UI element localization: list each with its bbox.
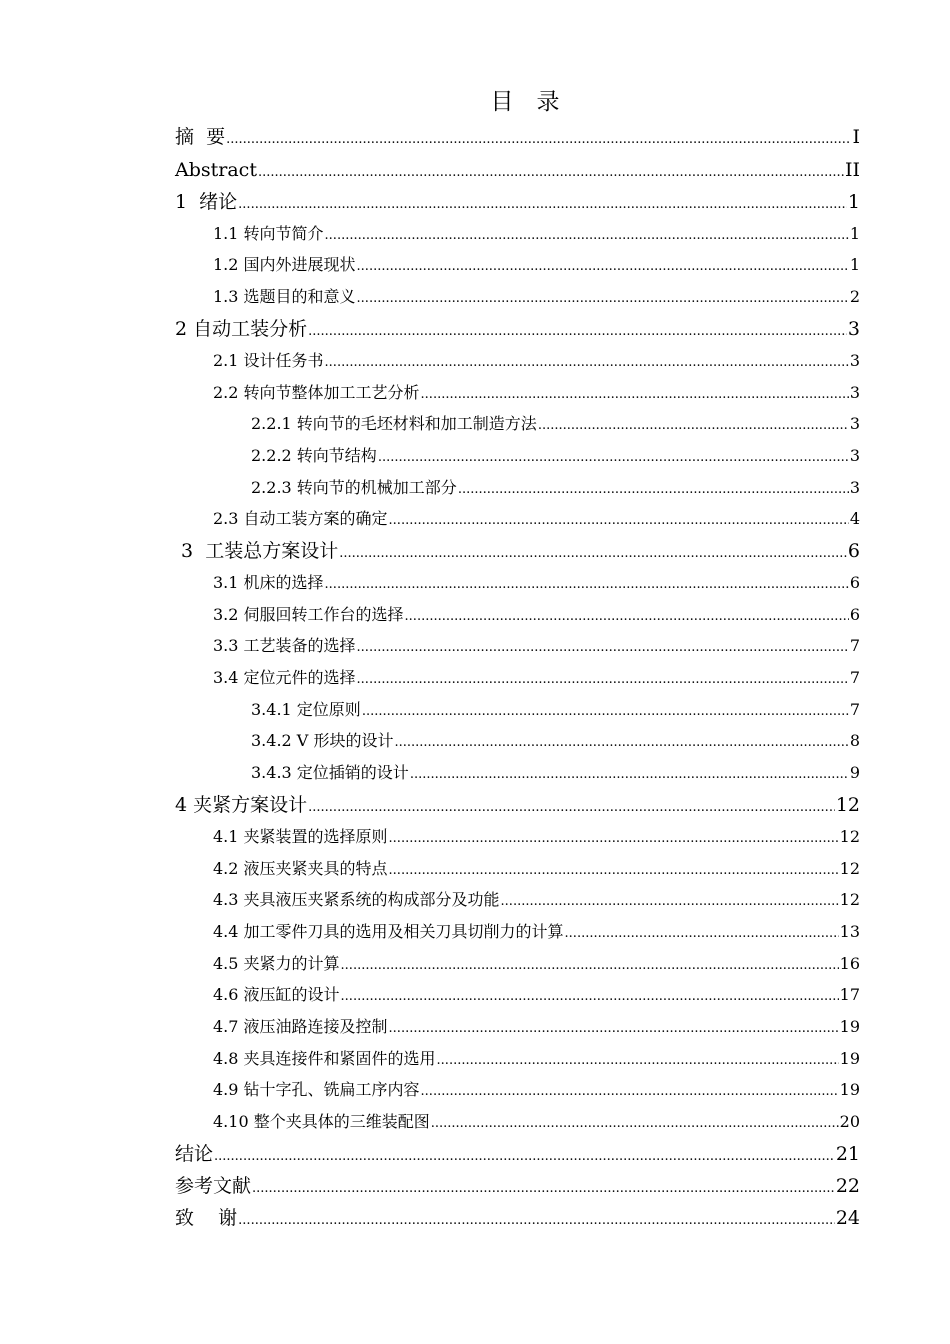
toc-entry-page-number: 3 xyxy=(849,383,860,402)
toc-entry-title: 3.1 机床的选择 xyxy=(213,573,324,592)
toc-entry-page-number: 12 xyxy=(839,827,860,846)
toc-entry[interactable] xyxy=(213,506,860,532)
toc-entry-page-number: 3 xyxy=(849,414,860,433)
toc-entry-page-number: 12 xyxy=(839,890,860,909)
toc-entry-page-number: 13 xyxy=(839,922,860,941)
toc-entry-page-number: 2 xyxy=(849,287,860,306)
toc-entry-page-number: 9 xyxy=(849,763,860,782)
toc-dot-leader xyxy=(421,382,849,408)
toc-entry[interactable] xyxy=(213,1077,860,1103)
toc-entry[interactable] xyxy=(213,887,860,913)
toc-dot-leader xyxy=(226,127,851,153)
toc-entry-title: 3.3 工艺装备的选择 xyxy=(213,636,356,655)
toc-entry-title: 2.2 转向节整体加工工艺分析 xyxy=(213,383,420,402)
toc-entry-page-number: 3 xyxy=(847,318,860,340)
toc-entry-page-number: 24 xyxy=(835,1207,860,1229)
toc-dot-leader xyxy=(357,635,849,661)
toc-dot-leader xyxy=(341,984,839,1010)
toc-entry[interactable] xyxy=(213,1046,860,1072)
toc-entry[interactable] xyxy=(213,824,860,850)
toc-dot-leader xyxy=(325,350,849,376)
toc-entry-page-number: 7 xyxy=(849,668,860,687)
toc-dot-leader xyxy=(238,1208,835,1234)
toc-entry-title: 4.4 加工零件刀具的选用及相关刀具切削力的计算 xyxy=(213,922,564,941)
toc-entry-title: 2.2.3 转向节的机械加工部分 xyxy=(251,478,457,497)
toc-entry-page-number: 21 xyxy=(835,1143,860,1165)
toc-entry-title: 4.7 液压油路连接及控制 xyxy=(213,1017,388,1036)
toc-entry-page-number: 20 xyxy=(839,1112,860,1131)
toc-entry[interactable] xyxy=(175,1205,860,1231)
toc-entry-title: 3.4 定位元件的选择 xyxy=(213,668,356,687)
toc-entry-title: 2.2.2 转向节结构 xyxy=(251,446,377,465)
toc-dot-leader xyxy=(389,826,839,852)
toc-entry[interactable] xyxy=(213,1109,860,1135)
toc-entry-page-number: 1 xyxy=(847,191,860,213)
toc-entry[interactable] xyxy=(213,665,860,691)
toc-entry-title: 致 谢 xyxy=(175,1207,238,1229)
toc-entry-title: 4.8 夹具连接件和紧固件的选用 xyxy=(213,1049,436,1068)
toc-entry[interactable] xyxy=(251,697,860,723)
toc-entry-title: 1.3 选题目的和意义 xyxy=(213,287,356,306)
toc-entry-page-number: 3 xyxy=(849,351,860,370)
toc-dot-leader xyxy=(378,445,849,471)
toc-dot-leader xyxy=(341,953,839,979)
toc-entry-page-number: 3 xyxy=(849,446,860,465)
toc-entry[interactable] xyxy=(213,602,860,628)
toc-entry-title: 2.1 设计任务书 xyxy=(213,351,324,370)
toc-entry-page-number: 17 xyxy=(839,985,860,1004)
toc-entry-title: 2.3 自动工装方案的确定 xyxy=(213,509,388,528)
toc-dot-leader xyxy=(258,160,844,186)
toc-entry-page-number: 1 xyxy=(849,224,860,243)
toc-entry-title: 4.10 整个夹具体的三维装配图 xyxy=(213,1112,430,1131)
toc-entry-title: 3 工装总方案设计 xyxy=(175,540,339,562)
toc-entry[interactable] xyxy=(175,157,860,183)
toc-entry[interactable] xyxy=(251,728,860,754)
toc-dot-leader xyxy=(501,889,839,915)
toc-entry-page-number: 6 xyxy=(847,540,860,562)
toc-entry-title: 1.1 转向节简介 xyxy=(213,224,324,243)
toc-entry-page-number: 16 xyxy=(839,954,860,973)
toc-entry-page-number: 1 xyxy=(849,255,860,274)
toc-entry-title: 4 夹紧方案设计 xyxy=(175,794,308,816)
toc-dot-leader xyxy=(325,572,849,598)
toc-dot-leader xyxy=(389,858,839,884)
toc-dot-leader xyxy=(405,604,849,630)
toc-entry-page-number: II xyxy=(844,159,860,181)
toc-entry-title: 3.4.3 定位插销的设计 xyxy=(251,763,409,782)
toc-entry-page-number: 4 xyxy=(849,509,860,528)
toc-entry-title: 摘 要 xyxy=(175,126,226,148)
toc-dot-leader xyxy=(565,921,839,947)
toc-entry-title: 2.2.1 转向节的毛坯材料和加工制造方法 xyxy=(251,414,537,433)
toc-entry-title: 2 自动工装分析 xyxy=(175,318,308,340)
toc-entry-title: 4.5 夹紧力的计算 xyxy=(213,954,340,973)
toc-entry[interactable] xyxy=(213,221,860,247)
toc-entry[interactable] xyxy=(175,124,860,150)
toc-entry[interactable] xyxy=(213,348,860,374)
toc-entry[interactable] xyxy=(213,982,860,1008)
toc-dot-leader xyxy=(357,667,849,693)
toc-dot-leader xyxy=(362,699,849,725)
toc-dot-leader xyxy=(431,1111,839,1137)
toc-entry[interactable] xyxy=(213,951,860,977)
toc-entry[interactable] xyxy=(175,792,860,818)
toc-dot-leader xyxy=(325,223,849,249)
toc-entry-page-number: 7 xyxy=(849,700,860,719)
toc-entry[interactable] xyxy=(213,380,860,406)
toc-entry-title: 1 绪论 xyxy=(175,191,238,213)
toc-entry[interactable] xyxy=(251,760,860,786)
toc-dot-leader xyxy=(538,413,849,439)
toc-entry[interactable] xyxy=(251,443,860,469)
toc-entry[interactable] xyxy=(213,633,860,659)
toc-entry-title: 参考文献 xyxy=(175,1175,252,1197)
toc-dot-leader xyxy=(357,286,849,312)
toc-entry[interactable] xyxy=(175,538,860,564)
toc-entry[interactable] xyxy=(175,189,860,215)
toc-dot-leader xyxy=(339,541,847,567)
toc-dot-leader xyxy=(421,1079,839,1105)
toc-entry[interactable] xyxy=(213,1014,860,1040)
toc-entry-title: 4.6 液压缸的设计 xyxy=(213,985,340,1004)
toc-entry-page-number: 8 xyxy=(849,731,860,750)
toc-entry[interactable] xyxy=(175,1141,860,1167)
toc-entry-page-number: 12 xyxy=(839,859,860,878)
toc-entry[interactable] xyxy=(175,1173,860,1199)
toc-dot-leader xyxy=(389,508,849,534)
toc-entry-title: 3.4.2 V 形块的设计 xyxy=(251,731,394,750)
toc-entry-page-number: I xyxy=(852,126,860,148)
toc-entry[interactable] xyxy=(213,919,860,945)
toc-dot-leader xyxy=(252,1176,835,1202)
toc-entry-page-number: 22 xyxy=(835,1175,860,1197)
toc-entry-page-number: 12 xyxy=(835,794,860,816)
toc-entry[interactable] xyxy=(175,316,860,342)
toc-dot-leader xyxy=(357,254,849,280)
toc-dot-leader xyxy=(458,477,849,503)
toc-entry-page-number: 6 xyxy=(849,605,860,624)
toc-dot-leader xyxy=(238,192,847,218)
toc-entry[interactable] xyxy=(213,284,860,310)
toc-entry-title: 4.9 钻十字孔、铣扁工序内容 xyxy=(213,1080,420,1099)
toc-dot-leader xyxy=(308,795,835,821)
toc-entry[interactable] xyxy=(213,570,860,596)
toc-entry-title: 3.2 伺服回转工作台的选择 xyxy=(213,605,404,624)
toc-dot-leader xyxy=(437,1048,839,1074)
toc-entry[interactable] xyxy=(251,475,860,501)
toc-dot-leader xyxy=(389,1016,839,1042)
toc-entry-page-number: 3 xyxy=(849,478,860,497)
toc-entry-page-number: 19 xyxy=(839,1017,860,1036)
toc-entry-title: 4.3 夹具液压夹紧系统的构成部分及功能 xyxy=(213,890,500,909)
toc-entry-title: 3.4.1 定位原则 xyxy=(251,700,361,719)
toc-dot-leader xyxy=(214,1144,835,1170)
toc-entry-page-number: 19 xyxy=(839,1049,860,1068)
toc-entry-title: 4.1 夹紧装置的选择原则 xyxy=(213,827,388,846)
toc-entry-page-number: 6 xyxy=(849,573,860,592)
toc-entry-title: 1.2 国内外进展现状 xyxy=(213,255,356,274)
toc-entry[interactable] xyxy=(251,411,860,437)
toc-dot-leader xyxy=(410,762,849,788)
toc-entry[interactable] xyxy=(213,252,860,278)
toc-entry[interactable] xyxy=(213,856,860,882)
toc-title: 目 录 xyxy=(490,89,560,115)
toc-entry-title: 4.2 液压夹紧夹具的特点 xyxy=(213,859,388,878)
toc-entry-title: Abstract xyxy=(175,159,257,181)
toc-entry-title: 结论 xyxy=(175,1143,214,1165)
toc-dot-leader xyxy=(308,319,847,345)
toc-entry-page-number: 7 xyxy=(849,636,860,655)
toc-dot-leader xyxy=(394,730,848,756)
toc-entry-page-number: 19 xyxy=(839,1080,860,1099)
